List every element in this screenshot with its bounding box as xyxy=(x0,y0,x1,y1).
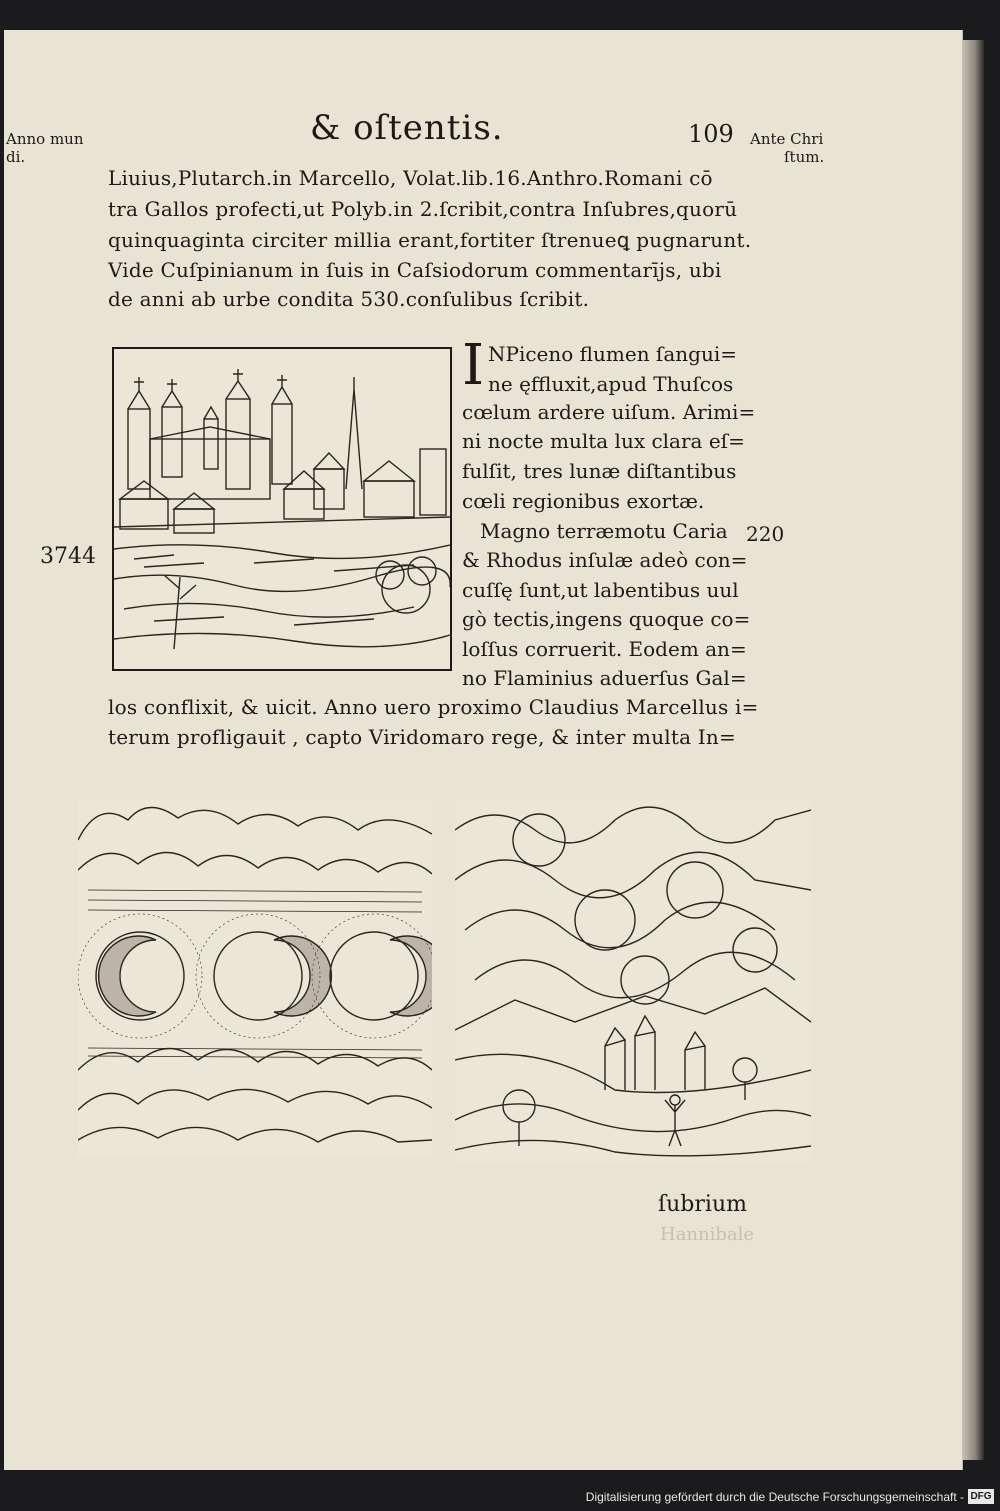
three-moons-illustration xyxy=(78,800,432,1158)
margin-year-ante-christum: 220 xyxy=(746,522,785,546)
margin-line: Anno mun xyxy=(6,130,84,148)
page-edge xyxy=(962,40,984,1460)
text-line: no Flaminius aduerſus Gal= xyxy=(462,666,747,690)
text-line: terum profligauit , capto Viridomaro rege, & inter multa In= xyxy=(108,725,736,749)
text-line: Vide Cuſpinianum in ſuis in Caſsiodorum commentarījs, ubi xyxy=(108,258,722,282)
margin-ante-christum xyxy=(750,130,824,166)
running-title: & oſtentis. xyxy=(310,108,504,148)
drop-cap: I xyxy=(462,333,485,398)
text-line: gò tectis,ingens quoque co= xyxy=(462,607,751,631)
city-woodcut xyxy=(112,347,452,671)
text-line: ne ęffluxit,apud Thuſcos xyxy=(488,372,734,396)
text-line: cuſſę ſunt,ut labentibus uul xyxy=(462,578,739,602)
text-line: fulſit, tres lunæ diſtantibus xyxy=(462,459,737,483)
text-line: Magno terræmotu Caria xyxy=(480,519,728,543)
text-line: NPiceno flumen ſangui= xyxy=(488,342,737,366)
page-number: 109 xyxy=(688,120,734,148)
three-moons-woodcut xyxy=(78,800,432,1158)
text-line: cœli regionibus exortæ. xyxy=(462,489,705,513)
text-line: quinquaginta circiter millia erant,fortiter ſtrenueꝗ pugnarunt. xyxy=(108,228,752,252)
text-line: ni nocte multa lux clara eſ= xyxy=(462,429,745,453)
bleed-through-text: Hannibale xyxy=(660,1224,755,1245)
text-line: & Rhodus inſulæ adeò con= xyxy=(462,548,748,572)
digitization-credit: Digitalisierung gefördert durch die Deutsche Forschungsgemeinschaft - xyxy=(585,1490,964,1504)
city-illustration xyxy=(114,349,450,669)
text-line: loſſus corruerit. Eodem an= xyxy=(462,637,747,661)
text-line: Liuius,Plutarch.in Marcello, Volat.lib.16.Anthro.Romani cō xyxy=(108,166,713,190)
margin-anno-mundi xyxy=(6,130,84,166)
sky-fire-illustration xyxy=(455,800,811,1162)
sky-fire-woodcut xyxy=(455,800,811,1162)
text-line: los conflixit, & uicit. Anno uero proximo Claudius Marcellus i= xyxy=(108,695,759,719)
text-line: tra Gallos profecti,ut Polyb.in 2.ſcribit,contra Inſubres,quorū xyxy=(108,197,738,221)
margin-line: di. xyxy=(6,148,26,166)
margin-line: Ante Chri xyxy=(750,130,824,148)
margin-year-mundi: 3744 xyxy=(40,544,96,569)
text-line: cœlum ardere uiſum. Arimi= xyxy=(462,400,756,424)
dfg-logo: DFG xyxy=(968,1489,994,1504)
catchword: ſubrium xyxy=(658,1192,747,1217)
text-line: de anni ab urbe condita 530.conſulibus ſcribit. xyxy=(108,287,590,311)
margin-line: ſtum. xyxy=(784,148,825,166)
